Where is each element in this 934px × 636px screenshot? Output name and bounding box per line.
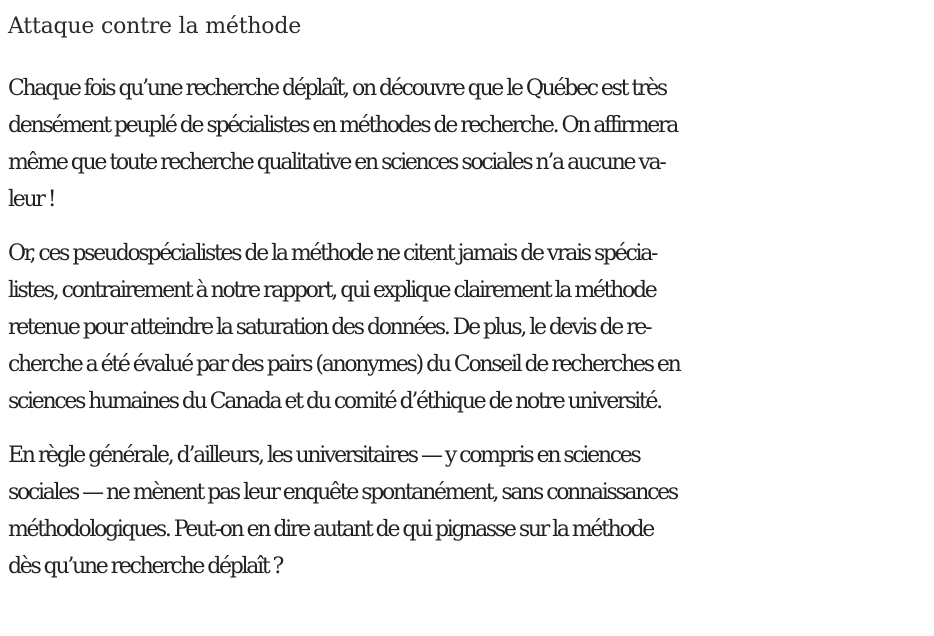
paragraph-line: Chaque fois qu’une recherche déplaît, on découvre que le Québec est très	[8, 76, 666, 101]
paragraph-line: méthodologiques. Peut-on en dire autant de qui pignasse sur la méthode	[8, 517, 653, 542]
paragraph-3	[8, 437, 928, 585]
paragraph-line: même que toute recherche qualitative en sciences sociales n’a aucune va-	[8, 150, 665, 175]
paragraph-line: dès qu’une recherche déplaît ?	[8, 554, 283, 579]
paragraph-line: En règle générale, d’ailleurs, les universitaires — y compris en sciences	[8, 443, 640, 468]
paragraph-line: sociales — ne mènent pas leur enquête spontanément, sans connaissances	[8, 480, 677, 505]
paragraph-line: cherche a été évalué par des pairs (anonymes) du Conseil de recherches en	[8, 352, 680, 377]
paragraph-2	[8, 235, 928, 420]
paragraph-line: listes, contrairement à notre rapport, qui explique clairement la méthode	[8, 278, 656, 303]
paragraph-line: sciences humaines du Canada et du comité d’éthique de notre université.	[8, 389, 661, 414]
paragraph-line: densément peuplé de spécialistes en méthodes de recherche. On affirmera	[8, 113, 678, 138]
article-body	[8, 0, 928, 585]
paragraph-1	[8, 70, 928, 218]
paragraph-line: Or, ces pseudospécialistes de la méthode ne citent jamais de vrais spécia-	[8, 241, 657, 266]
section-heading: Attaque contre la méthode	[8, 14, 302, 39]
paragraph-line: leur !	[8, 187, 55, 212]
paragraph-line: retenue pour atteindre la saturation des données. De plus, le devis de re-	[8, 315, 651, 340]
